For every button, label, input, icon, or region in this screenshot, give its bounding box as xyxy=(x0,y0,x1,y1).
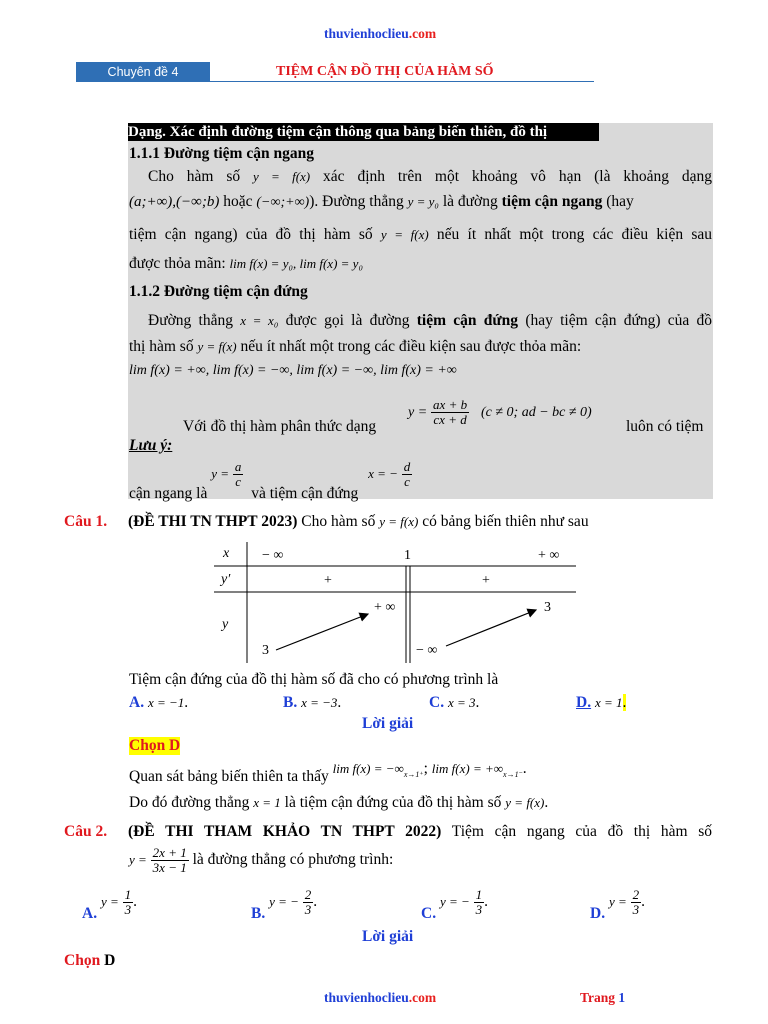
site-footer-link[interactable]: thuvienhoclieu.com xyxy=(324,990,437,1005)
table-y-value: − ∞ xyxy=(416,643,438,658)
note-label: Lưu ý: xyxy=(129,437,173,454)
q1-solution-title: Lời giải xyxy=(362,715,414,732)
rational-formula: y = $\frac{ax + b}{cx + d}$ (c ≠ 0; ad − bc ≠ 0) xyxy=(408,397,592,427)
table-x-value: 1 xyxy=(404,548,411,563)
sec1-line1: Cho hàm số y = f(x) xác định trên một khoảng vô hạn (là khoảng dạng xyxy=(148,168,713,185)
q1-label: Câu 1. xyxy=(64,513,108,530)
q2-choice: Chọn D xyxy=(64,952,116,969)
theory-heading: Dạng. Xác định đường tiệm cận thông qua bảng biến thiên, đồ thị xyxy=(128,123,599,141)
increase-arrow xyxy=(446,610,536,646)
sec2-line2: thị hàm số y = f(x) nếu ít nhất một trong các điều kiện sau được thỏa mãn: xyxy=(129,338,582,355)
q2-option-c[interactable]: C. y = − $\frac{1}{3}$ . xyxy=(421,887,489,923)
rational-text: Với đồ thị hàm phân thức dạng xyxy=(183,418,377,435)
q1-choice: Chọn D xyxy=(129,737,181,754)
sec1-line3: tiệm cận ngang) của đồ thị hàm số y = f(x) nếu ít nhất một trong các điều kiện sau xyxy=(129,226,713,243)
table-sign: + xyxy=(482,573,490,588)
table-x-label: x xyxy=(223,546,230,561)
table-y-label: y xyxy=(222,617,229,632)
interval-formula: (a;+∞),(−∞;b) xyxy=(129,194,220,210)
site-name: thuvienhoclieu xyxy=(324,26,409,41)
q2-formula: y = $\frac{2x + 1}{3x - 1}$ là đường thẳng có phương trình: xyxy=(129,845,394,875)
q2-option-b[interactable]: B. y = − $\frac{2}{3}$ . xyxy=(251,887,318,923)
q1-text: (ĐỀ THI TN THPT 2023) Cho hàm số y = f(x) có bảng biến thiên như sau xyxy=(128,513,589,530)
q1-solution-line2: Do đó đường thẳng x = 1 là tiệm cận đứng của đồ thị hàm số y = f(x). xyxy=(129,794,549,811)
header-divider xyxy=(76,81,594,82)
fx-formula: y = f(x) xyxy=(253,169,311,184)
q1-question: Tiệm cận đứng của đồ thị hàm số đã cho có phương trình là xyxy=(129,671,499,688)
chapter-tab: Chuyên đề 4 xyxy=(76,62,210,82)
table-x-value: + ∞ xyxy=(538,548,560,563)
page-number: Trang 1 xyxy=(580,990,626,1005)
rational-text-end: luôn có tiệm xyxy=(626,418,704,435)
table-y-value: 3 xyxy=(262,643,269,658)
sec2-title: 1.1.2 Đường tiệm cận đứng xyxy=(129,283,308,300)
q1-option-c[interactable]: C. x = 3. xyxy=(429,694,480,711)
variation-table xyxy=(210,540,580,665)
sec1-line4: được thỏa mãn: lim f(x) = y₀, lim f(x) = y₀ xyxy=(129,255,363,272)
q2-option-a[interactable]: A. y = $\frac{1}{3}$ . xyxy=(82,887,137,923)
vertical-limit-formula: lim f(x) = +∞, lim f(x) = −∞, lim f(x) = −∞, lim f(x) = +∞ xyxy=(129,363,457,378)
asymptote-note: cận ngang là y = $\frac{a}{c}$ và tiệm cận đứng x = − $\frac{d}{c}$ xyxy=(129,459,411,503)
sec1-line2: (a;+∞),(−∞;b) hoặc (−∞;+∞)). Đường thẳng y = y₀ là đường tiệm cận ngang (hay xyxy=(129,193,634,210)
sec2-line1: Đường thẳng x = x₀ được gọi là đường tiệm cận đứng (hay tiệm cận đứng) của đồ xyxy=(148,312,713,329)
site-domain: .com xyxy=(408,26,437,41)
page-title: TIỆM CẬN ĐỒ THỊ CỦA HÀM SỐ xyxy=(276,64,494,79)
q1-option-b[interactable]: B. x = −3. xyxy=(283,694,342,711)
site-header-link[interactable] xyxy=(324,26,436,42)
table-x-value: − ∞ xyxy=(262,548,284,563)
q1-solution-line1: Quan sát bảng biến thiên ta thấy $\lim f(x) = -\infty_{x\to 1^+}$; $\lim f(x) = +\infty_{x\to 1^-}$. xyxy=(129,760,527,785)
table-sign: + xyxy=(324,573,332,588)
q2-solution-title: Lời giải xyxy=(362,928,414,945)
q1-option-a[interactable]: A. x = −1. xyxy=(129,694,189,711)
table-y-value: + ∞ xyxy=(374,600,396,615)
q1-option-d[interactable]: D. x = 1. xyxy=(576,694,627,711)
table-yprime-label: y′ xyxy=(221,572,231,587)
horizontal-limit-formula: lim f(x) = y₀, lim f(x) = y₀ xyxy=(229,256,363,271)
increase-arrow xyxy=(276,614,368,650)
q2-text: (ĐỀ THI THAM KHẢO TN THPT 2022) Tiệm cận ngang của đồ thị hàm số xyxy=(128,823,712,840)
table-y-value: 3 xyxy=(544,600,551,615)
q2-label: Câu 2. xyxy=(64,823,108,840)
q2-option-d[interactable]: D. y = $\frac{2}{3}$ . xyxy=(590,887,645,923)
sec1-title: 1.1.1 Đường tiệm cận ngang xyxy=(129,145,314,162)
